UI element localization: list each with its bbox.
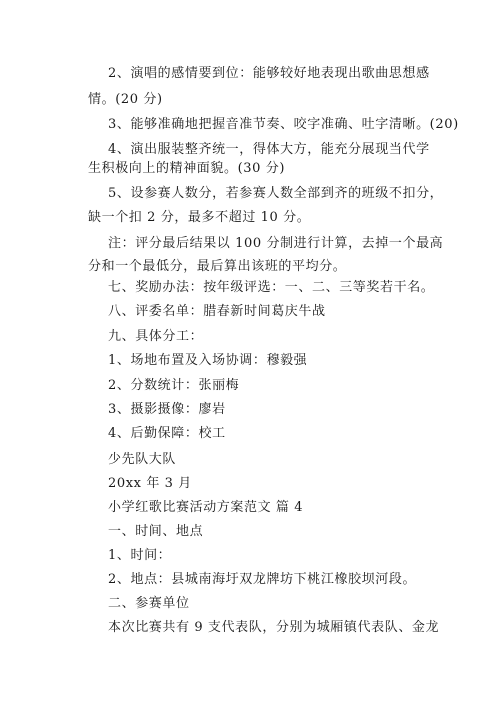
- signature-org: 少先队大队: [108, 452, 177, 467]
- signature-date: 20xx 年 3 月: [108, 476, 192, 491]
- note-line-1: 注：评分最后结果以 100 分制进行计算，去掉一个最高: [108, 236, 444, 251]
- task-4-line: 4、后勤保障：校工: [108, 426, 226, 441]
- task-3-line: 3、摄影摄像：廖岩: [108, 402, 226, 417]
- task-2-line: 2、分数统计：张丽梅: [108, 378, 240, 393]
- criterion-5-line-1: 5、设参赛人数分，若参赛人数全部到齐的班级不扣分，: [108, 186, 444, 201]
- section-1-heading: 一、时间、地点: [108, 524, 204, 539]
- criterion-3-line: 3、能够准确地把握音准节奏、咬字准确、吐字清晰。(20): [108, 117, 459, 132]
- task-1-line: 1、场地布置及入场协调：穆毅强: [108, 353, 308, 368]
- criterion-4-line-2: 生积极向上的精神面貌。(30 分): [88, 161, 286, 176]
- participants-line: 本次比赛共有 9 支代表队，分别为城厢镇代表队、金龙: [108, 620, 440, 635]
- criterion-2-line-2: 情。(20 分): [88, 92, 163, 107]
- section-2-heading: 二、参赛单位: [108, 596, 190, 611]
- section-7-heading: 七、奖励办法：按年级评选：一、二、三等奖若干名。: [108, 280, 435, 295]
- criterion-5-line-2: 缺一个扣 2 分，最多不超过 10 分。: [88, 210, 311, 225]
- criterion-4-line-1: 4、演出服装整齐统一，得体大方，能充分展现当代学: [108, 142, 430, 157]
- section-9-heading: 九、具体分工：: [108, 329, 204, 344]
- location-line: 2、地点：县城南海圩双龙牌坊下桃江橡胶坝河段。: [108, 572, 417, 587]
- criterion-2-line-1: 2、演唱的感情要到位：能够较好地表现出歌曲思想感: [108, 66, 430, 81]
- article-title: 小学红歌比赛活动方案范文 篇 4: [108, 500, 304, 515]
- note-line-2: 分和一个最低分，最后算出该班的平均分。: [88, 259, 347, 274]
- section-8-heading: 八、评委名单：腊春新时间葛庆牛战: [108, 304, 326, 319]
- time-line: 1、时间：: [108, 548, 172, 563]
